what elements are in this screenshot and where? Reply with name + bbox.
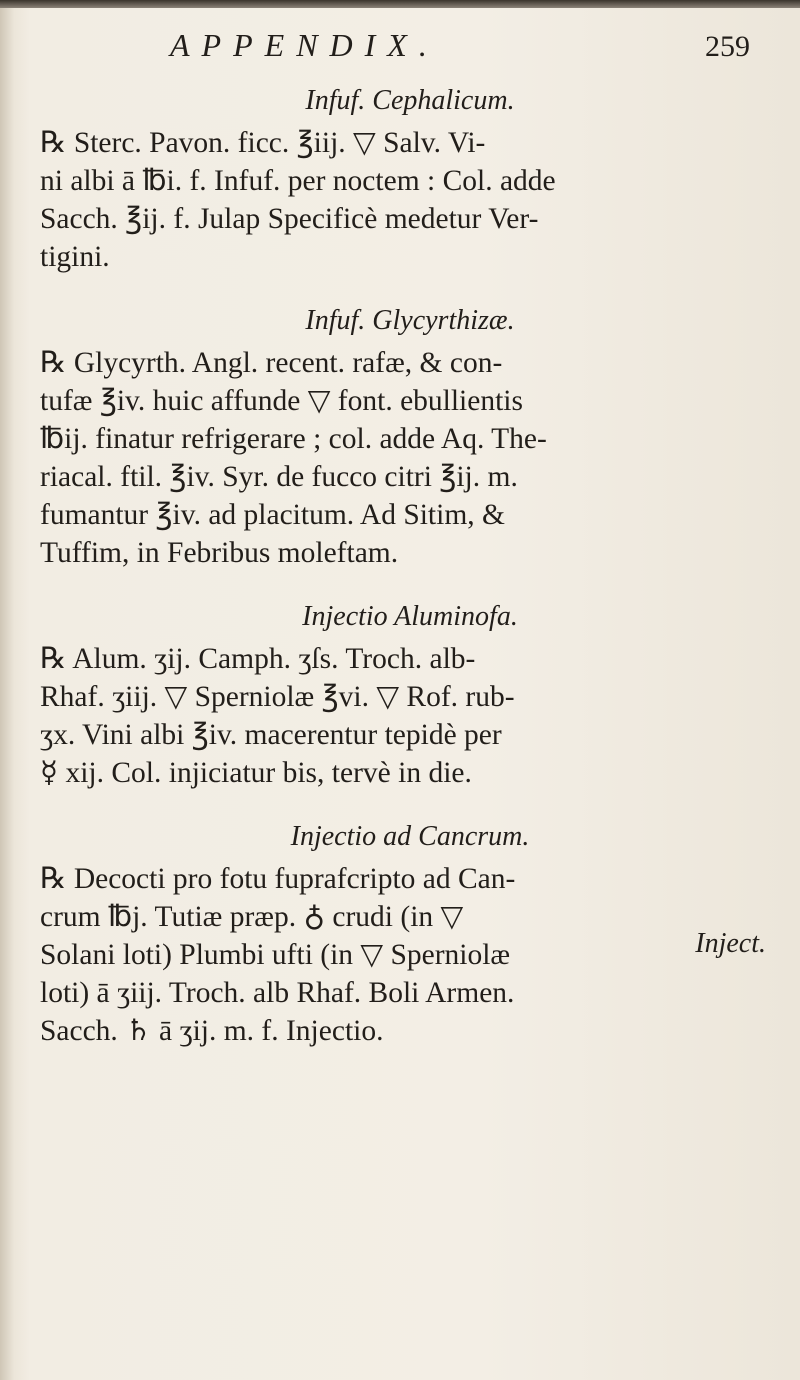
page-number: 259 xyxy=(705,30,750,63)
text-line: fumantur ℥iv. ad placitum. Ad Sitim, & xyxy=(40,499,505,531)
text-line: tigini. xyxy=(40,241,110,273)
text-line: loti) ā ʒiij. Troch. alb Rhaf. Boli Armen. xyxy=(40,977,515,1009)
text-line: ℞ Decocti pro fotu fuprafcripto ad Can- xyxy=(40,863,516,895)
page-gutter-shadow xyxy=(0,0,14,1380)
recipe-text xyxy=(40,860,780,1050)
text-line: Sacch. ℥ij. f. Julap Specificè medetur Ver- xyxy=(40,203,539,235)
recipe-injectio-aluminosa xyxy=(40,598,780,792)
text-line: ʒx. Vini albi ℥iv. macerentur tepidè per xyxy=(40,719,502,751)
recipe-text xyxy=(40,344,780,572)
recipe-text xyxy=(40,640,780,792)
recipe-text xyxy=(40,124,780,276)
recipe-injectio-ad-cancrum xyxy=(40,818,780,1050)
text-line: ☿ xij. Col. injiciatur bis, tervè in die. xyxy=(40,757,472,789)
text-line: Solani loti) Plumbi ufti (in ▽ Sperniolæ xyxy=(40,939,511,971)
catchword: Inject. xyxy=(695,928,766,959)
running-header xyxy=(170,14,750,64)
text-line: Sacch. ♄ ā ʒij. m. f. Injectio. xyxy=(40,1015,384,1047)
text-line: Tuffim, in Febribus moleftam. xyxy=(40,537,399,569)
text-line: ℔ij. finatur refrigerare ; col. adde Aq. The- xyxy=(40,423,547,455)
text-line: ni albi ā ℔i. f. Infuf. per noctem : Col. adde xyxy=(40,165,556,197)
text-line: crum ℔j. Tutiæ præp. ♁ crudi (in ▽ xyxy=(40,901,464,933)
text-line: ℞ Alum. ʒij. Camph. ʒſs. Troch. alb- xyxy=(40,643,476,675)
recipe-heading: Infuf. Cephalicum. xyxy=(305,85,515,116)
running-title: APPENDIX. xyxy=(170,27,439,63)
recipe-infusum-cephalicum xyxy=(40,82,780,276)
text-line: riacal. ftil. ℥iv. Syr. de fucco citri ℥ij. m. xyxy=(40,461,518,493)
recipe-heading: Infuf. Glycyrthizæ. xyxy=(305,305,515,336)
text-line: ℞ Sterc. Pavon. ficc. ℥iij. ▽ Salv. Vi- xyxy=(40,127,486,159)
text-line: tufæ ℥iv. huic affunde ▽ font. ebullientis xyxy=(40,385,523,417)
page-body xyxy=(40,82,780,1076)
recipe-infusum-glycyrrhizae xyxy=(40,302,780,572)
top-edge xyxy=(0,0,800,8)
text-line: ℞ Glycyrth. Angl. recent. rafæ, & con- xyxy=(40,347,503,379)
recipe-heading: Injectio ad Cancrum. xyxy=(290,821,530,852)
text-line: Rhaf. ʒiij. ▽ Sperniolæ ℥vi. ▽ Rof. rub- xyxy=(40,681,515,713)
recipe-heading: Injectio Aluminofa. xyxy=(302,601,518,632)
